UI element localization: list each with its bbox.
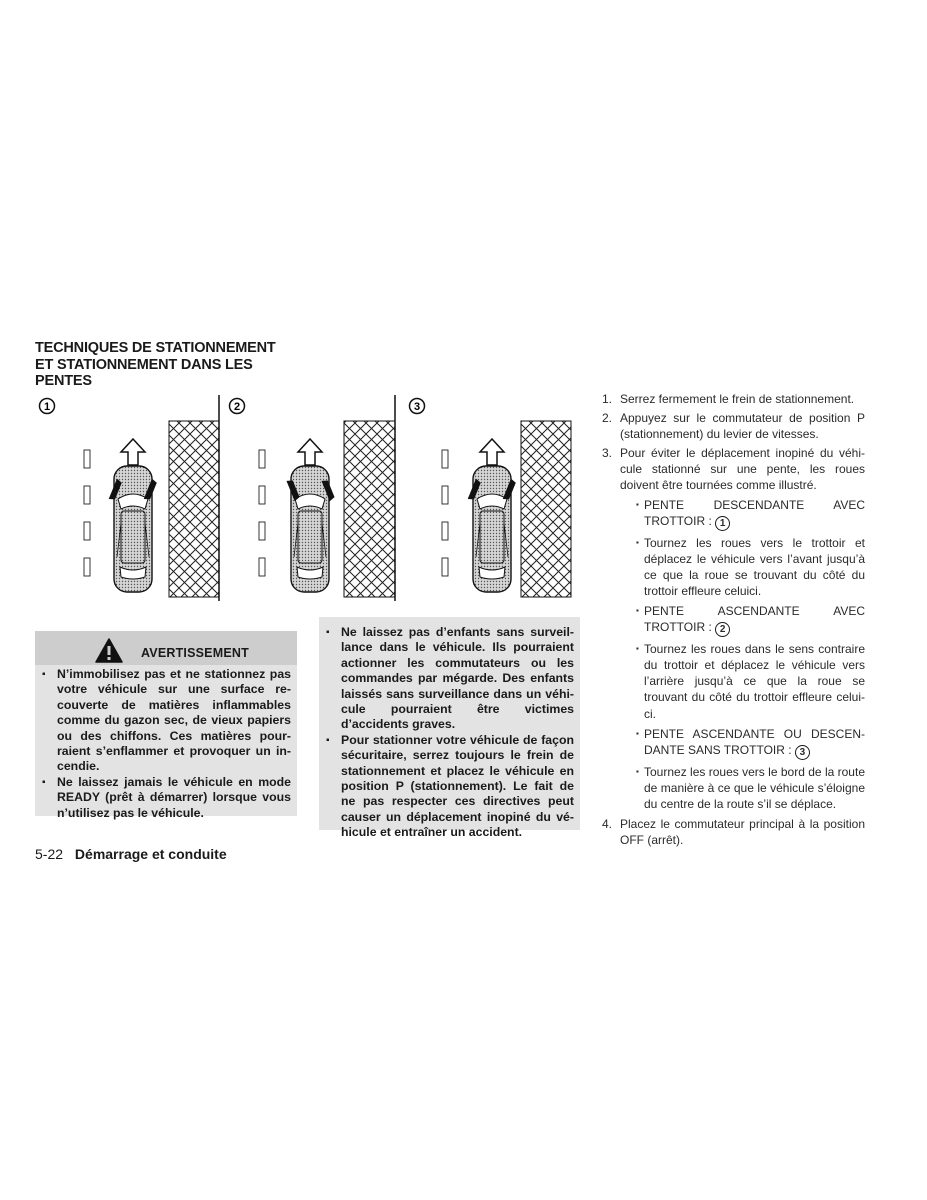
lane-marks-1 xyxy=(84,450,90,576)
section-title-line-3: PENTES xyxy=(35,373,92,389)
curb-hatch-1 xyxy=(169,421,219,597)
panel-1-label: 1 xyxy=(43,401,51,413)
warning-title: AVERTISSEMENT xyxy=(141,646,249,660)
warning-header xyxy=(35,631,297,665)
direction-arrow-2 xyxy=(298,439,322,465)
figure-ref-2: 2 xyxy=(715,622,730,637)
step-1 xyxy=(602,391,865,407)
panel-3-label: 3 xyxy=(413,401,421,413)
step-number: 2. xyxy=(602,411,613,426)
section-title-line-1: TECHNIQUES DE STATIONNEMENT xyxy=(35,340,276,356)
panel-3 xyxy=(410,399,572,598)
figure-ref-3: 3 xyxy=(795,745,810,760)
substep-label: PENTE ASCENDANTE OU DESCENDANTE SANS TROTTOIR : xyxy=(644,726,865,757)
step-2 xyxy=(602,410,865,442)
step-4 xyxy=(602,816,865,848)
parking-steps xyxy=(602,391,865,851)
warning-box-left xyxy=(35,631,297,820)
substep-label: PENTE ASCENDANTE AVEC TROTTOIR : xyxy=(644,604,865,635)
step-number: 3. xyxy=(602,446,613,461)
curb-hatch-2 xyxy=(344,421,395,597)
substep-downhill-curb-text: ▪ Tournez les roues vers le trottoir et déplacez le véhicule vers l’avant jusqu’à ce que la roue se trouvant du côté du trottoir effleure celuici. xyxy=(620,535,865,599)
substep-uphill-curb xyxy=(620,603,865,637)
step-number: 4. xyxy=(602,816,613,831)
substep-uphill-curb-text: ▪ Tournez les roues dans le sens contraire du trottoir et déplacez le véhicule vers l’arrière jusqu’à ce que la roue se trouvant du côté du trottoir effleure celui-ci. xyxy=(620,641,865,721)
panel-2-label: 2 xyxy=(233,401,241,413)
step-text: Placez le commutateur principal à la position OFF (arrêt). xyxy=(620,816,865,848)
substep-no-curb xyxy=(620,726,865,760)
substep-downhill-curb xyxy=(620,497,865,531)
warning-list-right xyxy=(319,625,580,841)
road-edge-hatch-3 xyxy=(521,421,571,597)
lane-marks-3 xyxy=(442,450,448,576)
parking-slopes-illustration xyxy=(36,390,581,606)
direction-arrow-3 xyxy=(480,439,504,465)
warning-icon xyxy=(95,638,123,663)
warning-bullet: ▪ Ne laissez jamais le véhicule en mode READY (prêt à démarrer) lorsque vous n’utilisez pas le véhicule. xyxy=(35,775,297,821)
substep-label: PENTE DESCENDANTE AVEC TROTTOIR : xyxy=(644,497,865,528)
step-3 xyxy=(602,445,865,812)
warning-bullet: ▪ Pour stationner votre véhicule de façon sécuritaire, serrez toujours le frein de stationnement et placez le véhicule en position P (stationnement). Le fait de ne pas respecter ces directives peut causer un déplacement inopiné du véhicule et entraîner un accident. xyxy=(319,733,580,841)
page-footer xyxy=(35,846,227,862)
panel-1 xyxy=(40,395,220,601)
page-number: 5-22 xyxy=(35,846,64,862)
warning-bullet: ▪ Ne laissez pas d’enfants sans surveillance dans le véhicule. Ils pourraient actionner les commutateurs ou les commandes par mégarde. Des enfants laissés sans surveillance dans un véhicule pourraient être victimes d’accidents graves. xyxy=(319,625,580,733)
warning-list-left xyxy=(35,667,297,821)
section-title-line-2: ET STATIONNEMENT DANS LES xyxy=(35,356,253,373)
step-text: Serrez fermement le frein de stationnement. xyxy=(620,392,855,406)
panel-2 xyxy=(230,395,396,601)
warning-box-right xyxy=(319,617,580,840)
direction-arrow-1 xyxy=(121,439,145,465)
chapter-title: Démarrage et conduite xyxy=(74,846,227,862)
lane-marks-2 xyxy=(259,450,265,576)
step-text: Appuyez sur le commutateur de position P (stationnement) du levier de vitesses. xyxy=(620,411,865,442)
step-number: 1. xyxy=(602,392,613,406)
substep-no-curb-text: ▪ Tournez les roues vers le bord de la route de manière à ce que le véhicule s’éloigne du centre de la route s’il se déplace. xyxy=(620,764,865,812)
section-title xyxy=(35,340,305,390)
step-text: Pour éviter le déplacement inopiné du véhicule stationné sur une pente, les roues doivent être tournées comme illustré. xyxy=(620,446,865,493)
figure-ref-1: 1 xyxy=(715,516,730,531)
warning-bullet: ▪ N’immobilisez pas et ne stationnez pas votre véhicule sur une surface recouverte de matières inflammables comme du gazon sec, de vieux papiers ou des chiffons. Ces matières pourraient s’enflammer et provoquer un incendie. xyxy=(35,667,297,775)
